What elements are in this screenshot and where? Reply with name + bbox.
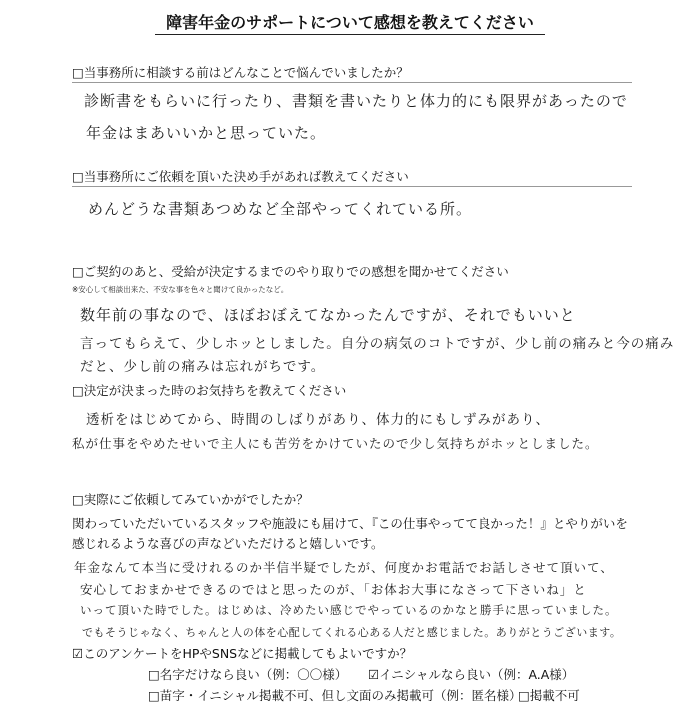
prompt-line-1: 関わっていただいているスタッフや施設にも届けて、『この仕事やってて良かった！』とやりがいを [72,516,628,531]
answer-4-line-1: 透析をはじめてから、時間のしばりがあり、体力的にもしずみがあり、 [86,412,550,428]
answer-5-line-3: いって頂いた時でした。はじめは、冷めたい感じでやっているのかなと勝手に思っていました。 [80,603,618,617]
prompt-line-2: 感じれるような喜びの声などいただけると嬉しいです。 [72,536,384,551]
consent-option-initials[interactable]: ☑イニシャルなら良い（例：A.A様） [368,667,575,682]
question-1-rule [72,82,632,83]
answer-3-line-1: 数年前の事なので、ほぼおぼえてなかったんですが、それでもいいと [80,306,576,324]
answer-3-line-2: 言ってもらえて、少しホッとしました。自分の病気のコトですが、少し前の痛みと今の痛み [80,336,675,352]
answer-3-line-3: だと、少し前の痛みは忘れがちです。 [80,359,326,375]
question-3-note: ※安心して相談出来た、不安な事を色々と聞けて良かったなど。 [72,285,289,294]
question-4: □決定が決まった時のお気持ちを教えてください [72,383,347,398]
consent-question: ☑このアンケートをHPやSNSなどに掲載してもよいですか？ [72,646,413,661]
question-1: □当事務所に相談する前はどんなことで悩んでいましたか？ [72,65,409,80]
answer-5-line-1: 年金なんて本当に受けれるのか半信半疑でしたが、何度かお電話でお話しさせて頂いて、 [74,560,614,575]
answer-5-line-2: 安心しておまかせできるのではと思ったのが、「お体お大事になさって下さいね」と [80,582,587,597]
question-5: □実際にご依頼してみていかがでしたか？ [72,492,309,507]
question-2-rule [72,186,632,187]
title-underline [155,34,545,35]
answer-1-line-2: 年金はまあいいかと思っていた。 [86,124,327,142]
answer-5-line-4: でもそうじゃなく、ちゃんと人の体を心配してくれる心ある人だと感じました。ありがとうございます。 [82,626,622,639]
consent-option-surname-only[interactable]: □名字だけなら良い（例：〇〇様） [148,667,348,682]
consent-option-no-publish[interactable]: □掲載不可 [518,688,580,703]
question-2: □当事務所にご依頼を頂いた決め手があれば教えてください [72,169,409,184]
page-title: 障害年金のサポートについて感想を教えてください [166,13,534,32]
answer-4-line-2: 私が仕事をやめたせいで主人にも苦労をかけていたので少し気持ちがホッとしました。 [72,436,599,451]
question-3: □ご契約のあと、受給が決定するまでのやり取りでの感想を聞かせてください [72,264,509,279]
answer-1-line-1: 診断書をもらいに行ったり、書類を書いたりと体力的にも限界があったので [84,92,628,110]
answer-2-line-1: めんどうな書類あつめなど全部やってくれている所。 [88,200,473,218]
consent-option-text-only[interactable]: □苗字・イニシャル掲載不可、但し文面のみ掲載可（例：匿名様） [148,688,522,703]
